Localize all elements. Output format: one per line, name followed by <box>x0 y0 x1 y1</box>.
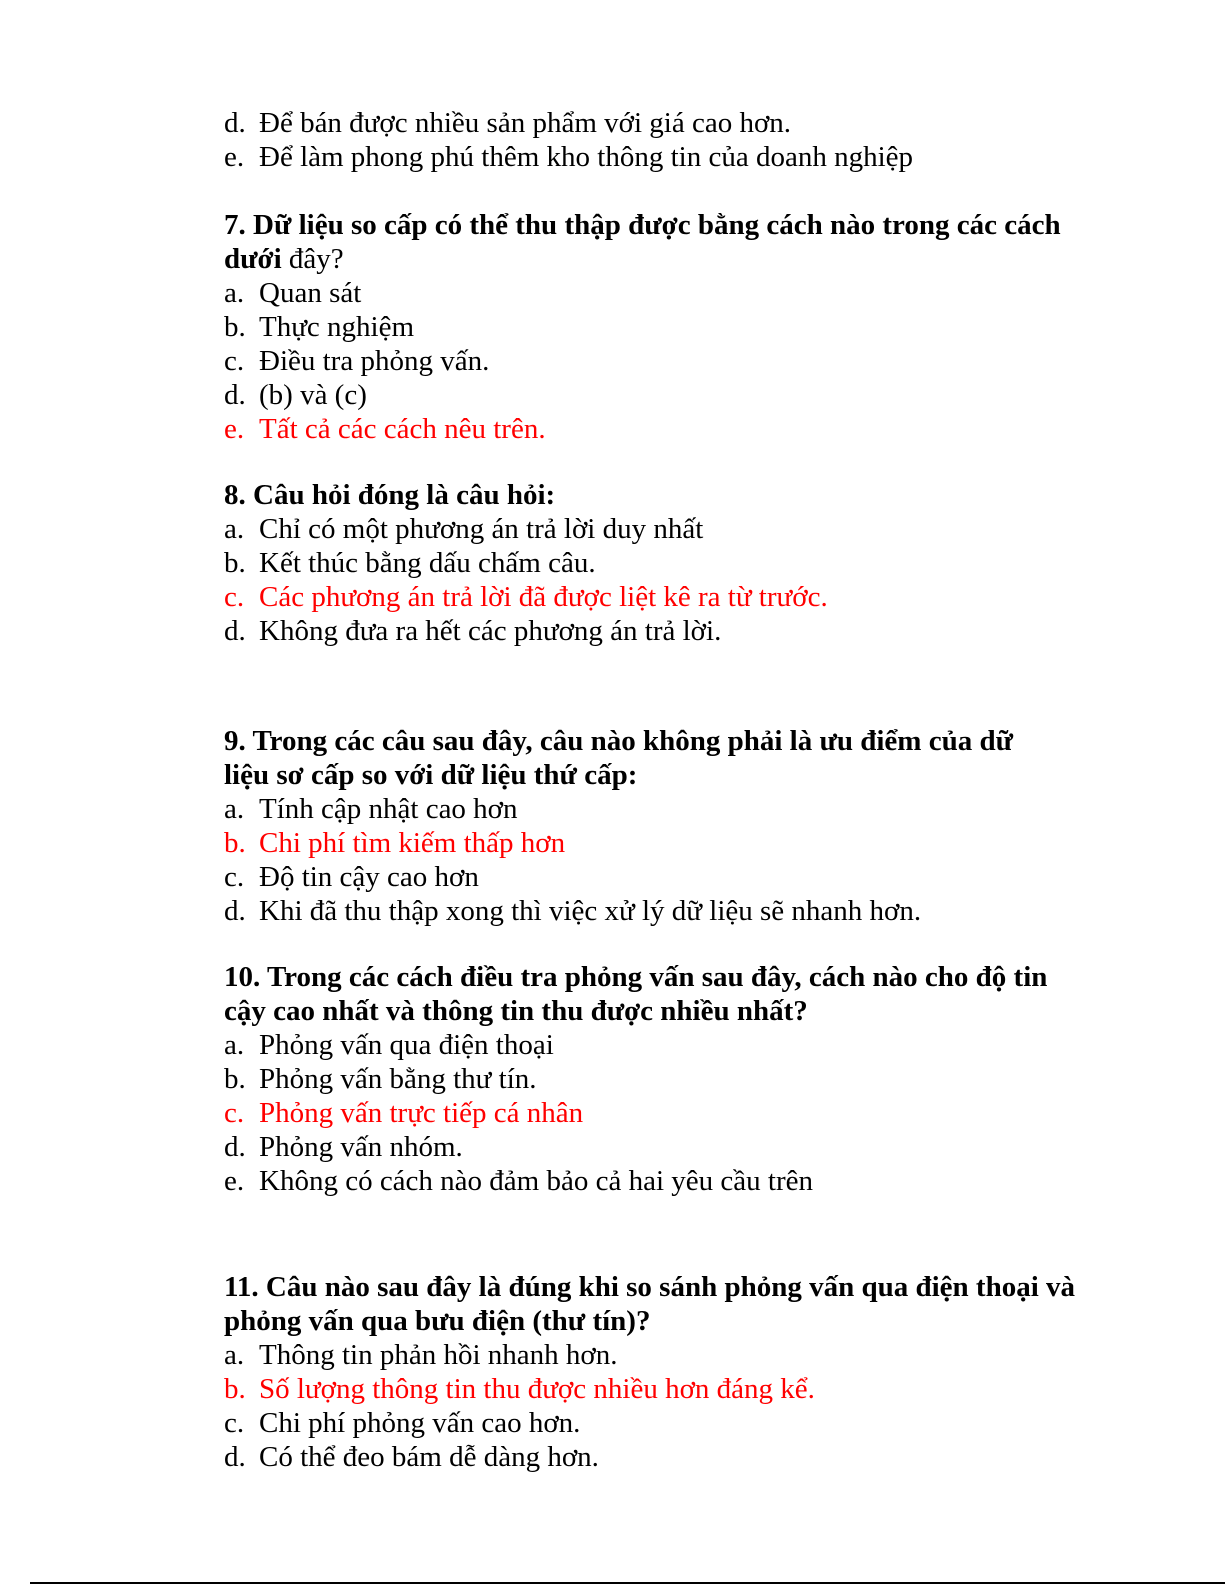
option-text: Quan sát <box>259 277 362 309</box>
option-9b-correct <box>224 826 1124 860</box>
option-text: Chi phí phỏng vấn cao hơn. <box>259 1407 581 1439</box>
option-7c <box>224 344 1124 378</box>
option-text: Khi đã thu thập xong thì việc xử lý dữ liệu sẽ nhanh hơn. <box>259 895 922 927</box>
option-letter: d. <box>224 379 246 411</box>
option-8b <box>224 546 1124 580</box>
option-letter: c. <box>224 861 245 893</box>
option-text: Điều tra phỏng vấn. <box>259 345 490 377</box>
option-letter: c. <box>224 345 245 377</box>
question-title <box>224 478 1124 512</box>
option-6d <box>224 106 1124 140</box>
option-10a <box>224 1028 1124 1062</box>
option-text: Không đưa ra hết các phương án trả lời. <box>259 615 722 647</box>
option-text: Phỏng vấn bằng thư tín. <box>259 1063 537 1095</box>
option-letter: e. <box>224 413 245 445</box>
option-text: Thực nghiệm <box>259 311 415 343</box>
question-11 <box>224 1270 1124 1474</box>
option-11c <box>224 1406 1124 1440</box>
option-text: Tất cả các cách nêu trên. <box>259 413 546 445</box>
option-7a <box>224 276 1124 310</box>
option-letter: a. <box>224 513 245 545</box>
option-letter: d. <box>224 1131 246 1163</box>
question-10 <box>224 960 1124 1198</box>
option-text: Thông tin phản hồi nhanh hơn. <box>259 1339 618 1371</box>
option-text: Kết thúc bằng dấu chấm câu. <box>259 547 596 579</box>
option-text: Để bán được nhiều sản phẩm với giá cao hơn. <box>259 107 792 139</box>
option-letter: a. <box>224 277 245 309</box>
document-page <box>224 106 1124 1474</box>
option-text: (b) và (c) <box>259 379 367 411</box>
page-bottom-rule <box>30 1582 1225 1584</box>
question-title <box>224 960 1054 1028</box>
option-text: Không có cách nào đảm bảo cả hai yêu cầu trên <box>259 1165 813 1197</box>
option-text: Các phương án trả lời đã được liệt kê ra từ trước. <box>259 581 828 613</box>
option-10b <box>224 1062 1124 1096</box>
question-title-bold: 11. Câu nào sau đây là đúng khi so sánh phỏng vấn qua điện thoại và phỏng vấn qua bưu điện (thư tín)? <box>224 1271 1076 1337</box>
option-6e <box>224 140 1124 174</box>
option-text: Phỏng vấn qua điện thoại <box>259 1029 554 1061</box>
option-letter: d. <box>224 895 246 927</box>
question-title-bold: 9. Trong các câu sau đây, câu nào không phải là ưu điểm của dữ liệu sơ cấp so với dữ liệu thứ cấp: <box>224 725 1013 791</box>
option-7b <box>224 310 1124 344</box>
question-title <box>224 208 1124 276</box>
option-10c-correct <box>224 1096 1124 1130</box>
question-title <box>224 1270 1084 1338</box>
option-11a <box>224 1338 1124 1372</box>
option-text: Để làm phong phú thêm kho thông tin của doanh nghiệp <box>259 141 914 173</box>
option-10e <box>224 1164 1124 1198</box>
option-7d <box>224 378 1124 412</box>
question-8 <box>224 478 1124 648</box>
option-letter: b. <box>224 827 246 859</box>
option-9d <box>224 894 1124 928</box>
option-letter: b. <box>224 1373 246 1405</box>
option-text: Phỏng vấn nhóm. <box>259 1131 463 1163</box>
option-letter: d. <box>224 1441 246 1473</box>
option-text: Có thể đeo bám dễ dàng hơn. <box>259 1441 599 1473</box>
question-title-normal: đây? <box>281 243 344 275</box>
option-9c <box>224 860 1124 894</box>
option-letter: e. <box>224 1165 245 1197</box>
option-letter: c. <box>224 1407 245 1439</box>
option-letter: a. <box>224 1029 245 1061</box>
option-11d <box>224 1440 1124 1474</box>
option-8d <box>224 614 1124 648</box>
question-title-bold: 7. Dữ liệu so cấp có thể thu thập được bằng cách nào trong các cách dưới <box>224 209 1061 275</box>
question-9 <box>224 724 1124 928</box>
option-8c-correct <box>224 580 1124 614</box>
option-letter: b. <box>224 311 246 343</box>
option-letter: c. <box>224 581 245 613</box>
option-7e-correct <box>224 412 1124 446</box>
option-letter: a. <box>224 1339 245 1371</box>
question-6-continued <box>224 106 1124 174</box>
option-8a <box>224 512 1124 546</box>
option-text: Tính cập nhật cao hơn <box>259 793 518 825</box>
question-title-bold: 10. Trong các cách điều tra phỏng vấn sau đây, cách nào cho độ tin cậy cao nhất và thông tin thu được nhiều nhất? <box>224 961 1048 1027</box>
question-title-bold: 8. Câu hỏi đóng là câu hỏi: <box>224 479 556 511</box>
option-text: Chỉ có một phương án trả lời duy nhất <box>259 513 704 545</box>
option-text: Chi phí tìm kiếm thấp hơn <box>259 827 566 859</box>
question-7 <box>224 208 1124 446</box>
question-title <box>224 724 1054 792</box>
option-text: Phỏng vấn trực tiếp cá nhân <box>259 1097 584 1129</box>
option-letter: a. <box>224 793 245 825</box>
option-letter: d. <box>224 615 246 647</box>
option-9a <box>224 792 1124 826</box>
option-10d <box>224 1130 1124 1164</box>
option-letter: b. <box>224 547 246 579</box>
option-letter: b. <box>224 1063 246 1095</box>
option-11b-correct <box>224 1372 1124 1406</box>
option-text: Độ tin cậy cao hơn <box>259 861 479 893</box>
option-text: Số lượng thông tin thu được nhiều hơn đáng kể. <box>259 1373 815 1405</box>
option-letter: c. <box>224 1097 245 1129</box>
option-letter: e. <box>224 141 245 173</box>
option-letter: d. <box>224 107 246 139</box>
